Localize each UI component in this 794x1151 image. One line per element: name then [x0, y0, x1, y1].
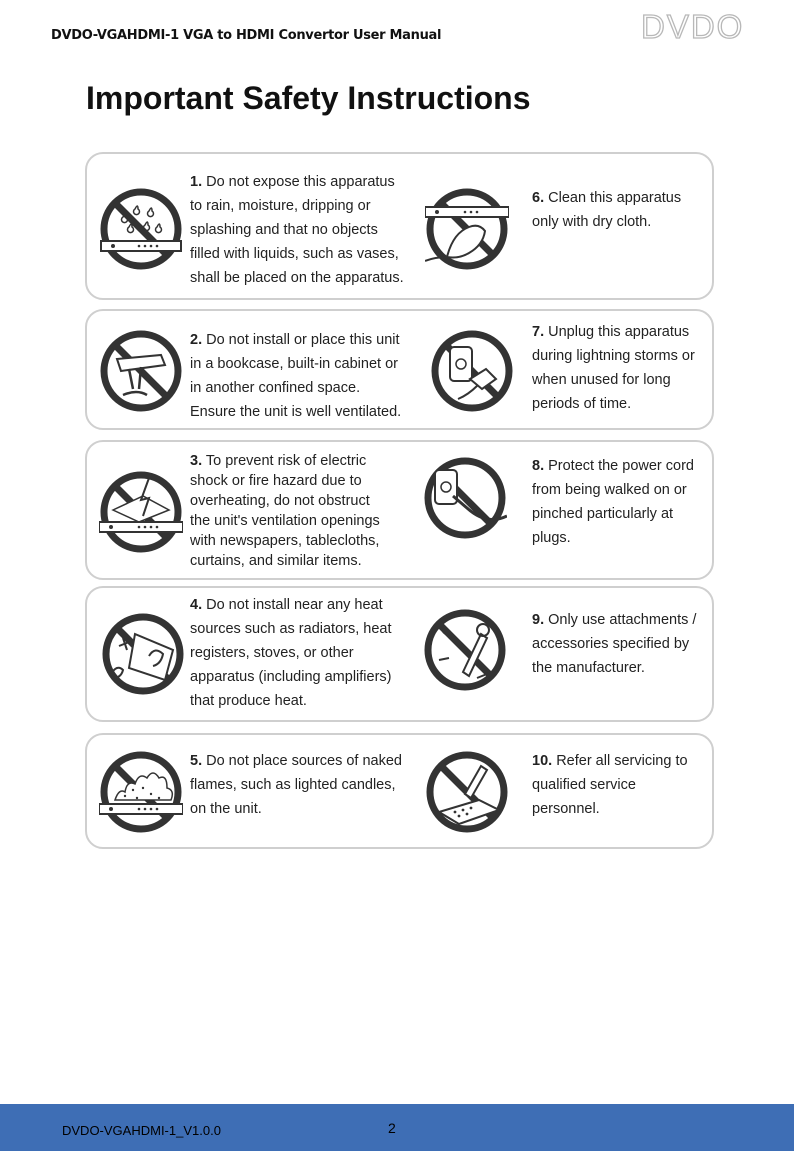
- safety-row-5: [85, 733, 714, 849]
- instruction-3: 3. To prevent risk of electric shock or fire hazard due to overheating, do not obstruct the unit's ventilation openings with newspapers, tablecloths, curtains, and similar items.: [190, 453, 380, 569]
- no-naked-flame-icon: [99, 750, 183, 834]
- no-confined-space-icon: [99, 329, 183, 413]
- safety-row-4: [85, 586, 714, 722]
- instruction-5: 5. Do not place sources of naked flames, such as lighted candles, on the unit.: [190, 753, 402, 817]
- safety-row-2: [85, 309, 714, 430]
- instruction-8: 8. Protect the power cord from being walked on or pinched particularly at plugs.: [532, 458, 695, 546]
- instruction-1: 1. Do not expose this apparatus to rain, moisture, dripping or splashing and that no objects filled with liquids, such as vases, shall be placed on the apparatus.: [190, 174, 404, 286]
- instruction-9: 9. Only use attachments / accessories specified by the manufacturer.: [532, 612, 697, 676]
- safety-row-1: [85, 152, 714, 300]
- document-header-title: DVDO-VGAHDMI-1 VGA to HDMI Convertor User Manual: [51, 28, 442, 43]
- unplug-icon: [430, 329, 514, 413]
- protect-cord-icon: [423, 456, 507, 540]
- instruction-2: 2. Do not install or place this unit in a bookcase, built-in cabinet or in another confined space. Ensure the unit is well ventilated.: [190, 332, 402, 420]
- instruction-4: 4. Do not install near any heat sources such as radiators, heat registers, stoves, or other apparatus (including amplifiers) that produce heat.: [190, 597, 392, 709]
- instruction-10: 10. Refer all servicing to qualified service personnel.: [532, 753, 688, 817]
- instruction-7: 7. Unplug this apparatus during lightning storms or when unused for long periods of time.: [532, 324, 695, 412]
- instruction-6: 6. Clean this apparatus only with dry cloth.: [532, 190, 682, 230]
- no-self-service-icon: [425, 750, 509, 834]
- no-obstruct-vents-icon: [99, 470, 183, 554]
- no-wet-cleaning-icon: [425, 187, 509, 271]
- no-water-icon: [99, 187, 183, 271]
- footer-doc-id: DVDO-VGAHDMI-1_V1.0.0: [62, 1123, 221, 1138]
- no-unauthorized-attachments-icon: [423, 608, 507, 692]
- safety-row-3: [85, 440, 714, 580]
- no-heat-source-icon: [101, 612, 185, 696]
- dvdo-logo: DVDO: [641, 8, 745, 45]
- footer-bar: [0, 1104, 794, 1151]
- page-number: 2: [388, 1120, 396, 1136]
- page-title: Important Safety Instructions: [86, 80, 531, 116]
